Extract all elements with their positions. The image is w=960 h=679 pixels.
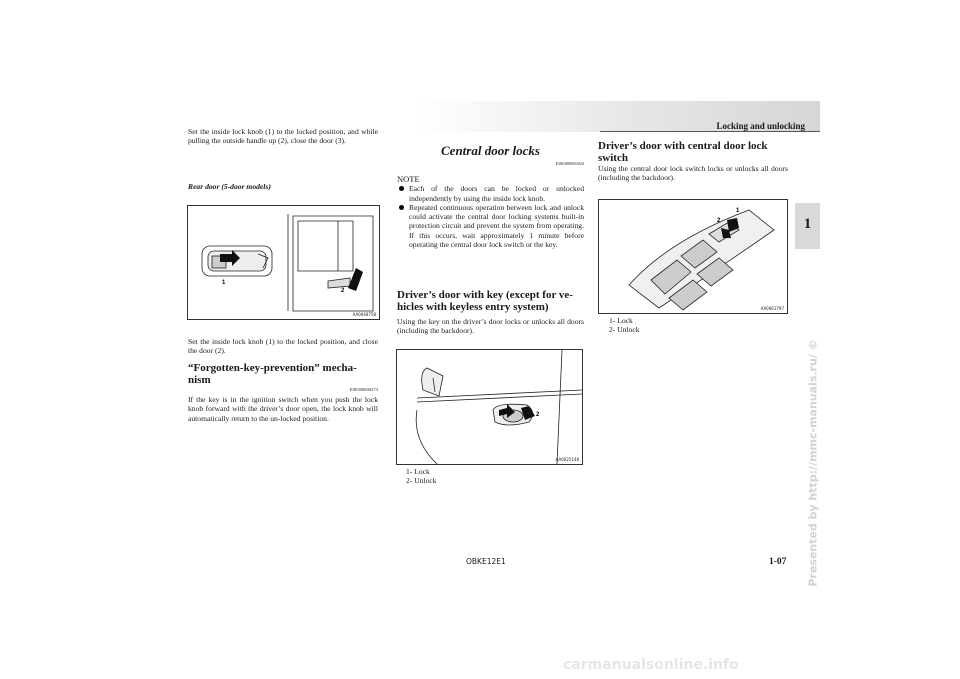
figure-code: AA0025148 [555, 457, 579, 462]
after-figure-paragraph: Set the inside lock knob (1) to the locked position, and close the door (2). [188, 337, 378, 356]
note-block [397, 175, 584, 249]
section-code: E00300600273 [349, 387, 378, 392]
legend-item: 2- Unlock [609, 325, 640, 335]
bullet-icon [399, 205, 404, 210]
forgotten-key-body: If the key is in the ignition switch when you push the lock knob forward with the driver’s door open, the lock knob will automatically return to the un-locked position. [188, 395, 378, 423]
site-watermark: carmanualsonline.info [563, 657, 739, 673]
section-title: Locking and unlocking [716, 121, 805, 131]
legend-item: 1- Lock [609, 316, 633, 325]
bullet-icon [399, 186, 404, 191]
figure-key-door [396, 349, 583, 465]
callout-2: 2 [341, 288, 345, 294]
door-switch-illustration [599, 200, 787, 313]
callout-2: 2 [717, 218, 721, 224]
header-rule [600, 131, 820, 132]
central-door-locks-heading: Central door locks [441, 143, 540, 158]
callout-2: 2 [536, 412, 540, 418]
watermark-text: Presented by http://mmc-manuals.ru/ © [806, 338, 820, 587]
chapter-number: 1 [803, 216, 812, 232]
driver-door-key-heading: Driver’s door with key (except for ve-hicles with keyless entry system) [397, 289, 573, 313]
intro-paragraph: Set the inside lock knob (1) to the locked position, and while pulling the outside handle up (2), close the door (3). [188, 127, 378, 146]
legend-item: 2- Unlock [406, 476, 437, 486]
section-code: E00300801692 [555, 161, 584, 166]
note-item: Each of the doors can be locked or unlocked independently by using the inside lock knob. [397, 184, 584, 203]
central-switch-body: Using the central door lock switch locks or unlocks all doors (including the backdoor). [598, 164, 788, 183]
rear-door-heading: Rear door (5-door models) [188, 182, 271, 191]
legend-item: 1- Lock [406, 467, 430, 476]
document-code: OBKE12E1 [466, 557, 506, 566]
note-item: Repeated continuous operation between lock and unlock could activate the central door locking systems built-in protection circuit and prevent the system from operating. If this occurs, wait approximately 1 minute before operating the central door lock switch or the key. [397, 203, 584, 249]
note-label: NOTE [397, 174, 420, 184]
callout-1: 1 [736, 208, 740, 214]
driver-door-key-body: Using the key on the driver’s door locks or unlocks all doors (including the backdoor). [397, 317, 584, 336]
legend-list [609, 316, 640, 335]
key-door-illustration [397, 350, 582, 464]
callout-1: 1 [222, 280, 226, 286]
figure-code: AA0061797 [760, 306, 784, 311]
callout-1: 1 [503, 410, 507, 416]
legend-list [406, 467, 437, 486]
figure-door-switch [598, 199, 788, 314]
rear-door-illustration [188, 206, 379, 319]
figure-code: AA0048758 [352, 312, 376, 317]
page-number: 1-07 [769, 557, 787, 567]
vertical-watermark [806, 330, 820, 595]
forgotten-key-heading: “Forgotten-key-prevention” mecha-nism [188, 362, 357, 386]
figure-rear-door [187, 205, 380, 320]
central-switch-heading: Driver’s door with central door lock switch [598, 140, 768, 164]
